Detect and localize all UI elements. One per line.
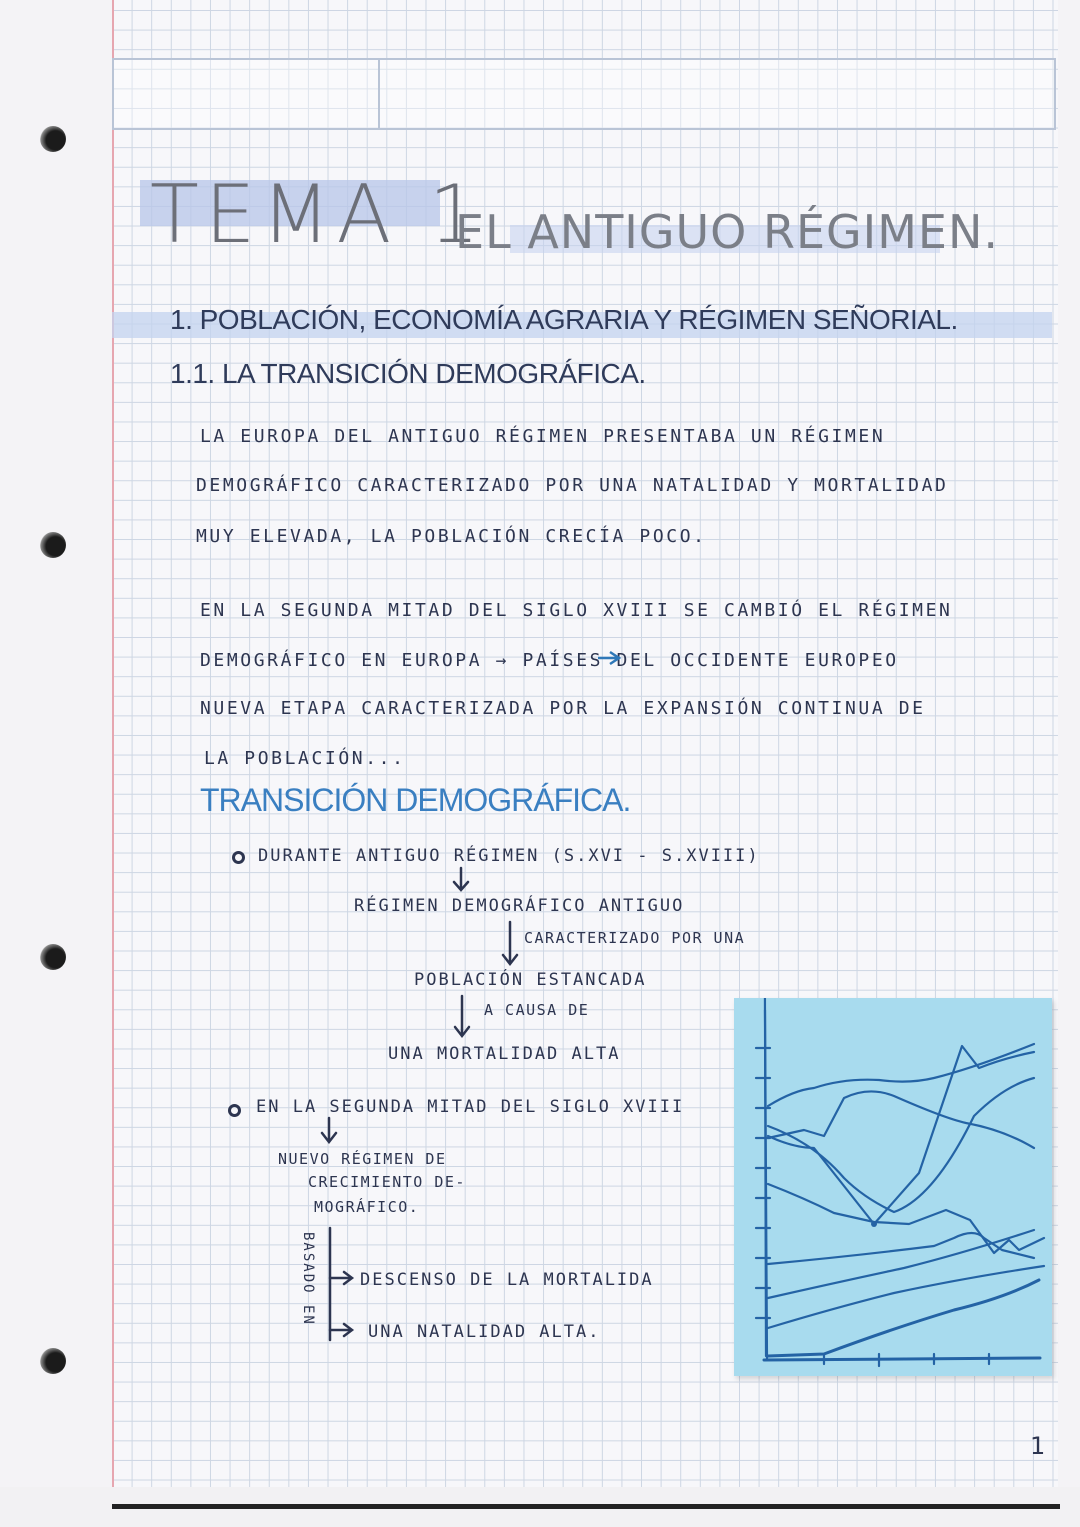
graph-point xyxy=(871,1221,877,1227)
flow-step: CRECIMIENTO DE- xyxy=(308,1173,466,1191)
bullet-text: EN LA SEGUNDA MITAD DEL SIGLO XVIII xyxy=(256,1097,685,1117)
paragraph-line: DEMOGRÁFICO CARACTERIZADO POR UNA NATALIDAD Y MORTALIDAD xyxy=(196,475,949,496)
paragraph-line: LA EUROPA DEL ANTIGUO RÉGIMEN PRESENTABA UN RÉGIMEN xyxy=(200,426,886,447)
topic-number: TEMA 1 xyxy=(150,168,486,261)
graph-line xyxy=(768,1230,1034,1298)
flow-step: NUEVO RÉGIMEN DE xyxy=(278,1150,447,1168)
paragraph-line: NUEVA ETAPA CARACTERIZADA POR LA EXPANSIÓN CONTINUA DE xyxy=(200,698,926,719)
graph-line xyxy=(768,1044,1034,1106)
topic-title: EL ANTIGUO RÉGIMEN. xyxy=(455,205,1000,259)
paragraph-line: LA POBLACIÓN... xyxy=(204,748,406,769)
paragraph-line: EN LA SEGUNDA MITAD DEL SIGLO XVIII SE CAMBIÓ EL RÉGIMEN xyxy=(200,600,953,621)
graph-line xyxy=(768,1233,1034,1264)
flow-step: MOGRÁFICO. xyxy=(314,1198,420,1216)
section-heading: 1. POBLACIÓN, ECONOMÍA AGRARIA Y RÉGIMEN SEÑORIAL. xyxy=(170,304,958,335)
graph-x-axis xyxy=(764,1358,1040,1360)
graph-line xyxy=(768,1091,1034,1148)
flow-side-label: BASADO EN xyxy=(300,1232,316,1326)
flow-label: A CAUSA DE xyxy=(484,1001,590,1019)
sticky-note-graph xyxy=(734,998,1052,1376)
flow-branch: UNA NATALIDAD ALTA. xyxy=(368,1322,601,1342)
graph-line xyxy=(768,1184,1044,1253)
flow-label: CARACTERIZADO POR UNA xyxy=(524,929,746,947)
graph-line xyxy=(768,1046,1034,1224)
page-number: 1 xyxy=(1030,1432,1046,1460)
paragraph-line: MUY ELEVADA, LA POBLACIÓN CRECÍA POCO. xyxy=(196,526,707,547)
subsection-heading: 1.1. LA TRANSICIÓN DEMOGRÁFICA. xyxy=(170,358,646,389)
flow-step: POBLACIÓN ESTANCADA xyxy=(414,970,647,990)
bullet-text: DURANTE ANTIGUO RÉGIMEN (S.XVI - S.XVIII) xyxy=(258,846,760,866)
flow-step: RÉGIMEN DEMOGRÁFICO ANTIGUO xyxy=(354,896,685,916)
flow-step: UNA MORTALIDAD ALTA xyxy=(388,1044,621,1064)
transition-heading: TRANSICIÓN DEMOGRÁFICA. xyxy=(200,782,631,818)
graph-axis-ticks xyxy=(756,1048,989,1366)
arrow-right-icon xyxy=(598,652,619,664)
hand-drawn-graph xyxy=(734,998,1052,1376)
flow-branch: DESCENSO DE LA MORTALIDA xyxy=(360,1270,654,1290)
paragraph-line: DEMOGRÁFICO EN EUROPA → PAÍSES DEL OCCIDENTE EUROPEO xyxy=(200,650,899,671)
